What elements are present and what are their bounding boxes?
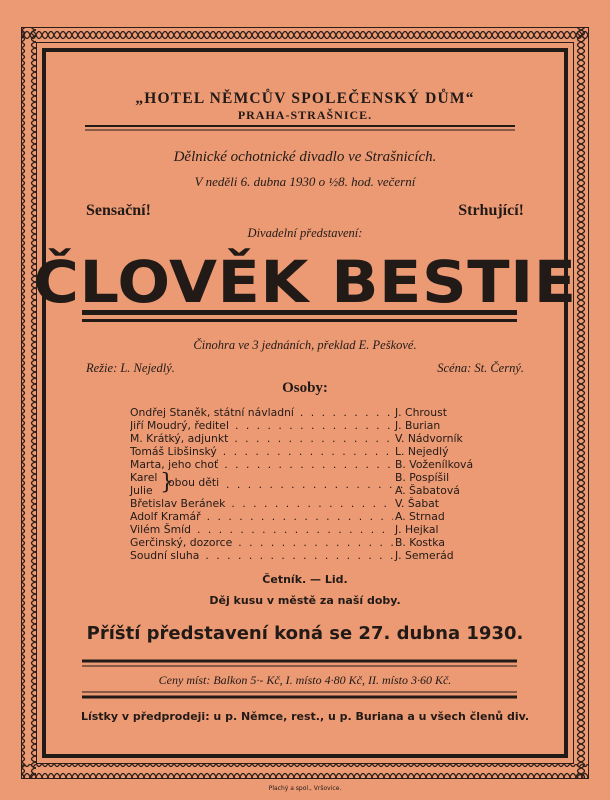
scenography: Scéna: St. Černý. (437, 361, 524, 375)
cast-row (130, 549, 475, 562)
role-name: Adolf Kramář (130, 510, 201, 523)
cast-heading: Osoby: (282, 380, 328, 396)
common-role-note: obou děti (168, 476, 220, 489)
actor-name: J. Chroust (395, 406, 447, 419)
actor-name: B. Pospíšil (395, 471, 450, 484)
cast-row (130, 406, 475, 419)
role-name: Jiří Moudrý, ředitel (130, 419, 229, 432)
role-name: Gerčinský, dozorce (130, 536, 233, 549)
ticket-prices: Ceny míst: Balkon 5·- Kč, I. místo 4·80 Kč, II. místo 3·60 Kč. (158, 673, 452, 687)
actor-name: A. Strnad (395, 510, 445, 523)
leader-dots: . . . . . . . . . . . . . . . . . (226, 478, 406, 491)
next-performance: Příští představení koná se 27. dubna 1930. (86, 623, 524, 644)
extras-note: Četník. — Lid. (262, 573, 348, 586)
printer-imprint: Plachý a spol., Vršovice. (268, 785, 342, 792)
actor-name: J. Semerád (395, 549, 454, 562)
actor-name: L. Nejedlý (395, 445, 449, 458)
actor-name: V. Šabat (395, 497, 440, 510)
cast-list (130, 406, 475, 562)
role-name: Karel (130, 471, 158, 484)
role-name: M. Krátký, adjunkt (130, 432, 229, 445)
play-title: ČLOVĚK BESTIE (33, 248, 577, 316)
actor-name: B. Voženílková (395, 458, 474, 471)
director: Režie: L. Nejedlý. (86, 361, 175, 375)
role-name: Tomáš Libšinský (130, 445, 217, 458)
play-genre: Činohra ve 3 jednáních, překlad E. Peškové. (193, 338, 417, 352)
slogan-left: Sensační! (86, 202, 151, 219)
setting-note: Děj kusu v městě za naší doby. (209, 594, 401, 607)
cast-row (130, 458, 475, 471)
cast-pair (130, 471, 475, 497)
role-name: Julie (130, 484, 153, 497)
hotel-name: „HOTEL NĚMCŮV SPOLEČENSKÝ DŮM“ (135, 90, 475, 107)
actor-name: J. Burian (395, 419, 441, 432)
organizer: Dělnické ochotnické divadlo ve Strašnicích. (173, 149, 437, 165)
cast-row (130, 497, 475, 510)
cast-row (130, 510, 475, 523)
role-name: Marta, jeho choť (130, 458, 219, 471)
role-name: Břetislav Beránek (130, 497, 226, 510)
actor-name: V. Nádvorník (395, 432, 463, 445)
actor-name: J. Hejkal (395, 523, 439, 536)
presale-info: Lístky v předprodeji: u p. Němce, rest., u p. Buriana a u všech členů div. (80, 710, 530, 723)
actor-name: B. Kostka (395, 536, 445, 549)
role-name: Vilém Šmíd (130, 523, 191, 536)
role-name: Ondřej Staněk, státní návladní (130, 406, 294, 419)
brace-icon: } (160, 470, 174, 495)
cast-row (130, 536, 475, 549)
role-name: Soudní sluha (130, 549, 200, 562)
cast-row (130, 419, 475, 432)
event-date: V neděli 6. dubna 1930 o ½8. hod. večerní (194, 174, 416, 189)
actor-name: A. Šabatová (395, 484, 460, 497)
slogan-right: Strhující! (458, 202, 524, 219)
cast-row (130, 523, 475, 536)
cast-row (130, 432, 475, 445)
hotel-location: PRAHA-STRAŠNICE. (237, 108, 373, 122)
cast-row (130, 445, 475, 458)
performance-subtitle: Divadelní představení: (247, 226, 363, 240)
